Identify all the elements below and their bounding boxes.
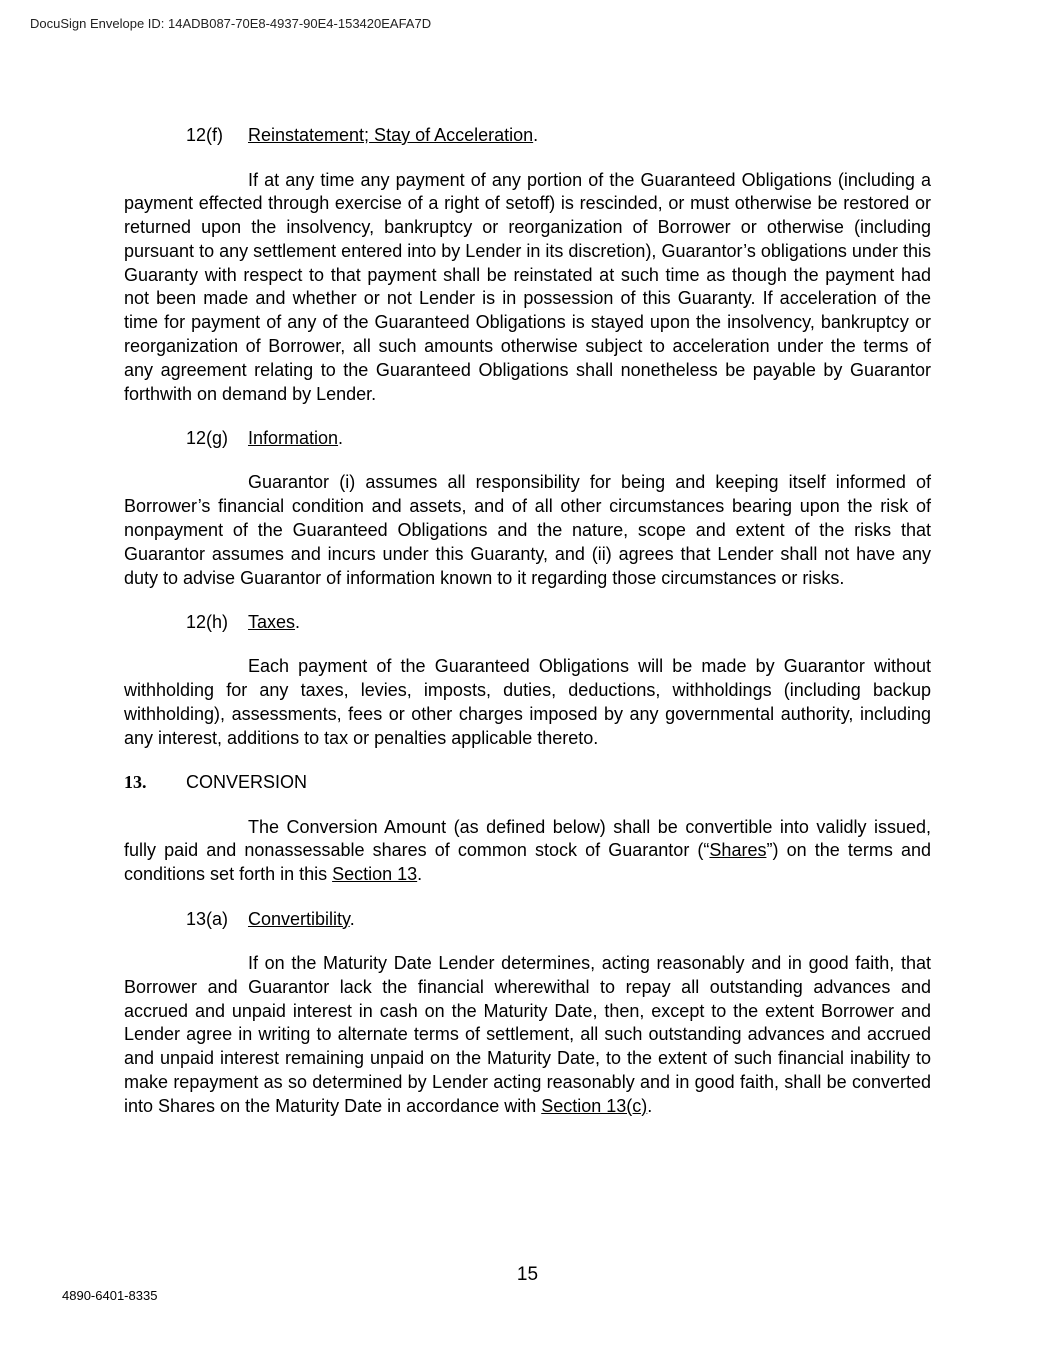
section-12g-body: Guarantor (i) assumes all responsibility for being and keeping itself informed of Borrower’s financial condition and assets, and of all other circumstances bearing upon the risk of nonpayment of the Guaranteed Obligations and the nature, scope and extent of the risks that Guarantor assumes and incurs under this Guaranty, and (ii) agrees that Lender shall not have any duty to advise Guarantor of information known to it regarding those circumstances or risks. [124, 472, 931, 588]
section-13-title: CONVERSION [186, 772, 308, 793]
section-12h-title: Taxes [248, 611, 296, 632]
section-12f-number: 12(f) [186, 125, 224, 145]
section-12h-period: . [295, 611, 301, 632]
section-12f-body: If at any time any payment of any portion of the Guaranteed Obligations (including a payment effected through exercise of a right of setoff) is rescinded, or must otherwise be restored or returned upon the insolvency, bankruptcy or reorganization of Borrower or otherwise (including pursuant to any settlement entered into by Lender in its discretion), Guarantor’s obligations under this Guaranty with respect to that payment shall be reinstated at such time as though the payment had not been made and whether or not Lender is in possession of this Guaranty. If acceleration of the time for payment of any of the Guaranteed Obligations is stayed upon the insolvency, bankruptcy or reorganization of Borrower, all such amounts otherwise subject to acceleration under the terms of any agreement relating to the Guaranteed Obligations shall nonetheless be payable by Guarantor forthwith on demand by Lender. [124, 169, 931, 404]
shares-defined-term: Shares [709, 840, 767, 861]
section-13-body-text-1: The Conversion Amount (as defined below) shall be convertible into validly issued, fully paid and nonassessable shares of common stock of Guarantor (“ [124, 816, 931, 861]
section-13a-body-text-1: If on the Maturity Date Lender determines, acting reasonably and in good faith, that Borrower and Guarantor lack the financial wherewithal to repay all outstanding advances and accrued and unpaid interest in cash on the Maturity Date, then, except to the extent Borrower and Lender agree in writing to alternate terms of settlement, all such outstanding advances and accrued and unpaid interest remaining unpaid on the Maturity Date, to the extent of such financial inability to make repayment as so determined by Lender acting reasonably and in good faith, shall be converted into Shares on the Maturity Date in accordance with [124, 953, 931, 1116]
section-13a-title-wrap [248, 908, 355, 932]
section-13-heading [124, 771, 931, 795]
document-body [124, 124, 931, 1139]
section-12f-period: . [533, 125, 539, 145]
section-13a-body-text-2: . [647, 1095, 653, 1116]
section-12g-period: . [338, 427, 344, 448]
section-12f-heading [124, 124, 931, 148]
section-13a-body [124, 952, 931, 1119]
section-13-body-text-3: . [417, 864, 423, 885]
section-13c-reference: Section 13(c) [541, 1095, 648, 1116]
section-12f-title: Reinstatement; Stay of Acceleration [248, 125, 534, 145]
section-12g-number: 12(g) [186, 427, 229, 448]
section-13a-number: 13(a) [186, 908, 229, 929]
section-13a-heading [124, 908, 931, 932]
section-12h-body: Each payment of the Guaranteed Obligations will be made by Guarantor without withholding for any taxes, levies, imposts, duties, deductions, withholdings (including backup withholding), assessments, fees or other charges imposed by any governmental authority, including any interest, additions to tax or penalties applicable thereto. [124, 656, 931, 748]
section-12f-title-wrap [248, 124, 538, 148]
section-13-body [124, 816, 931, 887]
section-13a-period: . [349, 908, 355, 929]
section-12h-number: 12(h) [186, 611, 229, 632]
section-13a-title: Convertibility [248, 908, 350, 929]
section-13-reference: Section 13 [332, 864, 418, 885]
section-12h-heading [124, 611, 931, 635]
page-number: 15 [516, 1264, 539, 1285]
section-12g-title-wrap [248, 427, 343, 451]
section-12h-title-wrap [248, 611, 300, 635]
section-12g-heading [124, 427, 931, 451]
envelope-id-header: DocuSign Envelope ID: 14ADB087-70E8-4937-90E4-153420EAFA7D [30, 16, 432, 31]
section-12g-title: Information [248, 427, 339, 448]
section-13-number: 13. [124, 772, 147, 793]
section-13-body-text-2: ”) on the terms and conditions set forth in this [124, 840, 931, 885]
document-id-footer: 4890-6401-8335 [62, 1288, 158, 1303]
